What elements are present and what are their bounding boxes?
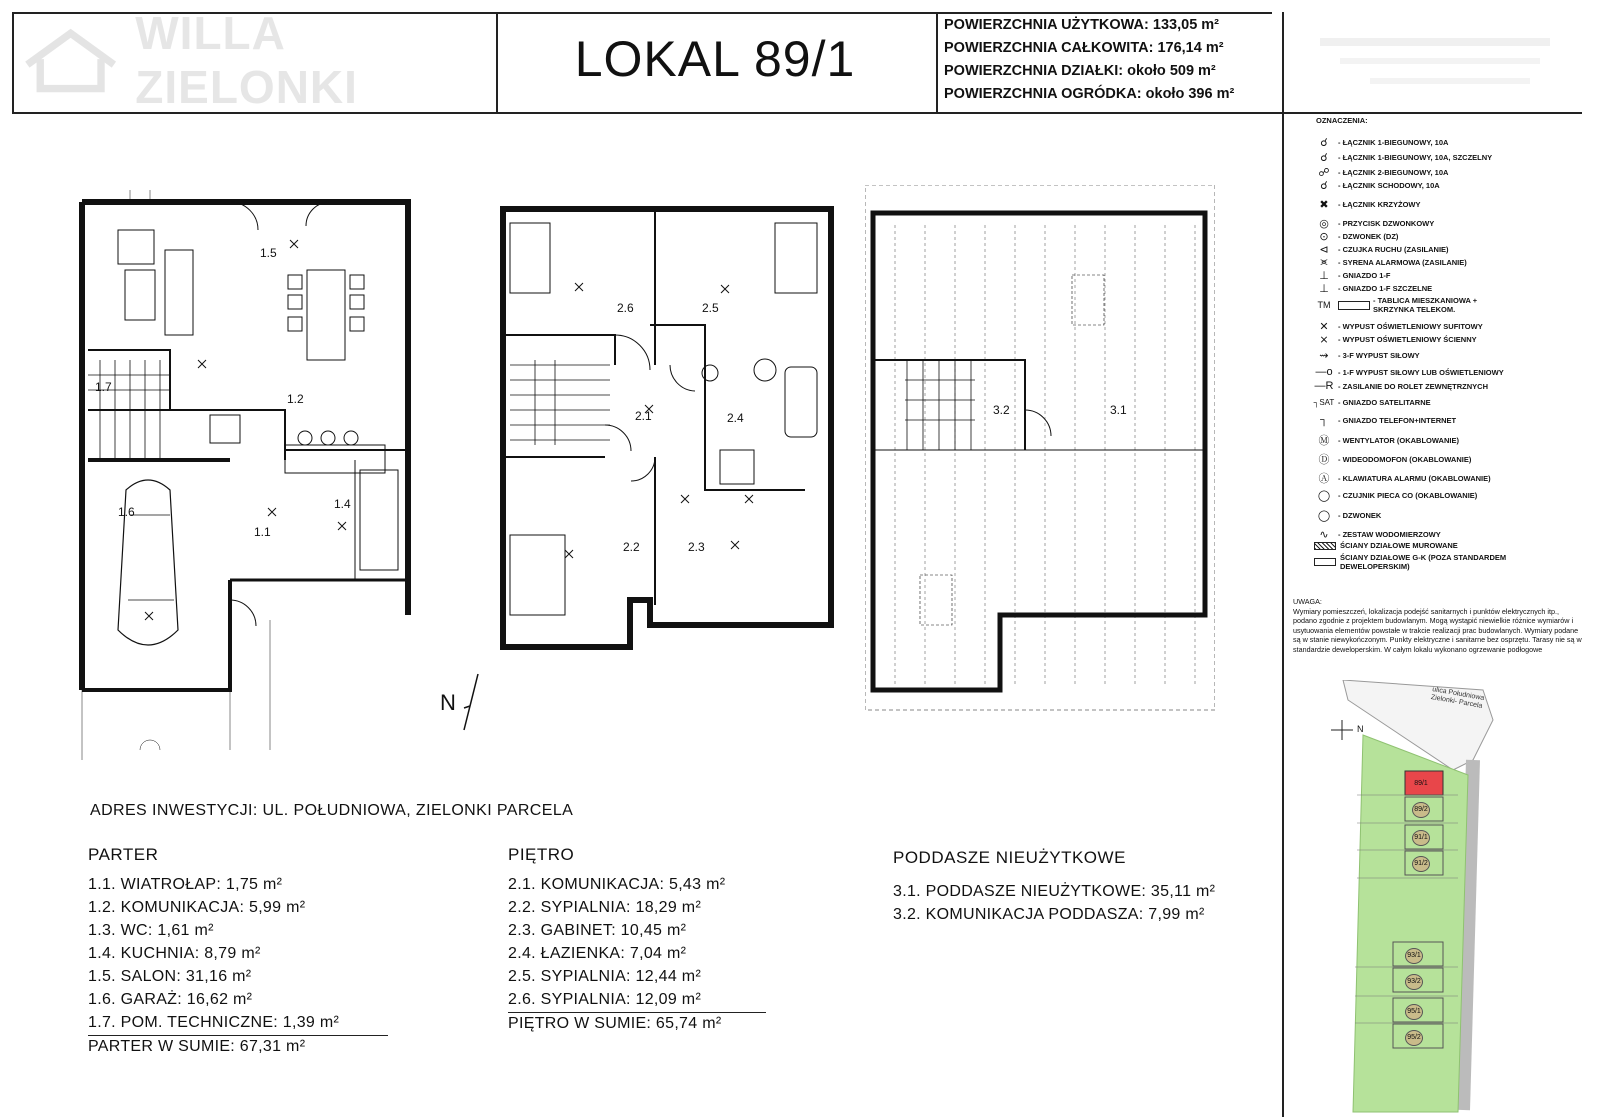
doorbell-dz-icon: ⊙ bbox=[1319, 231, 1329, 243]
attic-plan bbox=[865, 185, 1215, 725]
room-label-1-4: 1.4 bbox=[334, 497, 351, 511]
switch-2pole-icon: ☍ bbox=[1318, 167, 1330, 179]
socket-1f-sealed-icon: ⊥ bbox=[1319, 283, 1329, 295]
legend-item: TM - TABLICA MIESZKANIOWA + SKRZYNKA TELEKOM. bbox=[1310, 296, 1503, 314]
legend-item: ∿ - ZESTAW WODOMIERZOWY bbox=[1310, 528, 1441, 541]
list-item: 1.6. GARAŻ: 16,62 m² bbox=[88, 991, 253, 1008]
first-floor-drawing bbox=[495, 195, 845, 655]
parter-heading: PARTER bbox=[88, 845, 159, 864]
power-outlet-1f-icon: —o bbox=[1315, 366, 1333, 378]
legend-column-border bbox=[1282, 12, 1284, 1117]
logo-text: WILLA ZIELONKI bbox=[135, 7, 358, 113]
area-total: POWIERZCHNIA CAŁKOWITA: 176,14 m² bbox=[944, 40, 1224, 56]
room-label-2-4: 2.4 bbox=[727, 411, 744, 425]
list-item: 1.5. SALON: 31,16 m² bbox=[88, 968, 252, 985]
site-unit-95-2: 95/2 bbox=[1405, 1030, 1423, 1046]
poddasze-room-list bbox=[893, 880, 1273, 926]
masonry-wall-icon bbox=[1314, 542, 1336, 550]
logo bbox=[20, 7, 490, 113]
pietro-room-list bbox=[508, 873, 838, 1011]
header-divider-2 bbox=[936, 12, 938, 112]
list-item: 2.4. ŁAZIENKA: 7,04 m² bbox=[508, 945, 687, 962]
legend-item: ◯ - DZWONEK bbox=[1310, 509, 1381, 522]
area-garden: POWIERZCHNIA OGRÓDKA: około 396 m² bbox=[944, 86, 1235, 102]
site-unit-91-1: 91/1 bbox=[1412, 830, 1430, 846]
list-item: 2.6. SYPIALNIA: 12,09 m² bbox=[508, 991, 702, 1008]
area-summary bbox=[944, 14, 1274, 106]
header-left-border bbox=[12, 12, 14, 112]
site-plan-graphic bbox=[1293, 680, 1583, 1115]
ceiling-light-outlet-icon: ✕ bbox=[1319, 321, 1329, 333]
legend-item: ☌ - ŁĄCZNIK 1-BIEGUNOWY, 10A, SZCZELNY bbox=[1310, 151, 1492, 164]
corner-watermark bbox=[1290, 18, 1570, 108]
room-label-2-3: 2.3 bbox=[688, 540, 705, 554]
list-item: 2.1. KOMUNIKACJA: 5,43 m² bbox=[508, 876, 726, 893]
list-item: 2.3. GABINET: 10,45 m² bbox=[508, 922, 687, 939]
legend-item: Ⓜ - WENTYLATOR (OKABLOWANIE) bbox=[1310, 432, 1459, 448]
ground-floor-drawing bbox=[70, 160, 420, 760]
legend-item: Ⓐ - KLAWIATURA ALARMU (OKABLOWANIE) bbox=[1310, 470, 1491, 486]
poddasze-heading: PODDASZE NIEUŻYTKOWE bbox=[893, 848, 1126, 867]
legend-item: Ⓓ - WIDEODOMOFON (OKABLOWANIE) bbox=[1310, 451, 1471, 467]
legend-item: ⊥ - GNIAZDO 1-F bbox=[1310, 269, 1391, 282]
legend-item: ☍ - ŁĄCZNIK 2-BIEGUNOWY, 10A bbox=[1310, 166, 1448, 179]
legend-item: ŚCIANY DZIAŁOWE MUROWANE bbox=[1310, 541, 1458, 550]
legend-item: —R - ZASILANIE DO ROLET ZEWNĘTRZNYCH bbox=[1310, 380, 1488, 392]
list-item: 2.2. SYPIALNIA: 18,29 m² bbox=[508, 899, 702, 916]
pietro-divider bbox=[508, 1012, 766, 1013]
room-label-2-1: 2.1 bbox=[635, 409, 652, 423]
pietro-section bbox=[508, 845, 838, 1033]
water-meter-icon: ∿ bbox=[1319, 529, 1329, 541]
wall-light-outlet-icon: ⨯ bbox=[1319, 334, 1329, 346]
fan-icon: Ⓜ bbox=[1318, 435, 1330, 447]
room-label-2-6: 2.6 bbox=[617, 301, 634, 315]
co-sensor-icon: ◯ bbox=[1317, 490, 1331, 502]
room-label-2-2: 2.2 bbox=[623, 540, 640, 554]
list-item: 3.1. PODDASZE NIEUŻYTKOWE: 35,11 m² bbox=[893, 883, 1216, 900]
legend-item: ⊲ - CZUJKA RUCHU (ZASILANIE) bbox=[1310, 243, 1449, 256]
legend-item: ⨯ - WYPUST OŚWIETLENIOWY ŚCIENNY bbox=[1310, 333, 1477, 346]
ground-floor-plan bbox=[70, 160, 420, 760]
area-plot: POWIERZCHNIA DZIAŁKI: około 509 m² bbox=[944, 63, 1216, 79]
north-arrow-icon bbox=[460, 672, 484, 732]
room-label-1-5: 1.5 bbox=[260, 246, 277, 260]
doorbell-button-icon: ◎ bbox=[1319, 218, 1329, 230]
phone-internet-socket-icon: ┐ bbox=[1320, 414, 1328, 426]
first-floor-plan bbox=[495, 195, 845, 655]
site-unit-89-2: 89/2 bbox=[1412, 802, 1430, 818]
north-arrow bbox=[440, 690, 456, 716]
page-title: LOKAL 89/1 bbox=[574, 31, 856, 87]
parter-section bbox=[88, 845, 418, 1056]
switch-1pole-sealed-icon: ☌ bbox=[1320, 152, 1328, 164]
site-plan bbox=[1293, 680, 1583, 1115]
parter-room-list bbox=[88, 873, 418, 1034]
list-item: 3.2. KOMUNIKACJA PODDASZA: 7,99 m² bbox=[893, 906, 1205, 923]
list-item: 2.5. SYPIALNIA: 12,44 m² bbox=[508, 968, 702, 985]
room-label-3-2: 3.2 bbox=[993, 403, 1010, 417]
site-unit-93-1: 93/1 bbox=[1405, 948, 1423, 964]
list-item: 1.7. POM. TECHNICZNE: 1,39 m² bbox=[88, 1014, 340, 1031]
legend-item: ⪤ - SYRENA ALARMOWA (ZASILANIE) bbox=[1310, 256, 1467, 269]
attic-drawing bbox=[865, 185, 1215, 725]
legend-item: ☌ - ŁĄCZNIK 1-BIEGUNOWY, 10A bbox=[1310, 136, 1448, 149]
north-label: N bbox=[440, 690, 456, 715]
area-usable: POWIERZCHNIA UŻYTKOWA: 133,05 m² bbox=[944, 17, 1220, 33]
motion-sensor-icon: ⊲ bbox=[1319, 244, 1329, 256]
legend-title: OZNACZENIA: bbox=[1316, 116, 1368, 125]
room-label-1-7: 1.7 bbox=[95, 380, 112, 394]
legend-item: ✖ - ŁĄCZNIK KRZYŻOWY bbox=[1310, 198, 1421, 211]
cross-switch-icon: ✖ bbox=[1319, 199, 1329, 211]
room-label-1-2: 1.2 bbox=[287, 392, 304, 406]
parter-sum: PARTER W SUMIE: 67,31 m² bbox=[88, 1038, 306, 1055]
site-unit-95-1: 95/1 bbox=[1405, 1004, 1423, 1020]
site-north-label: N bbox=[1357, 724, 1364, 734]
legend-item: ┐ - GNIAZDO TELEFON+INTERNET bbox=[1310, 414, 1456, 426]
legend-item: —o - 1-F WYPUST SIŁOWY LUB OŚWIETLENIOWY bbox=[1310, 366, 1504, 378]
legend-item: ŚCIANY DZIAŁOWE G-K (POZA STANDARDEM DEWELOPERSKIM) bbox=[1310, 553, 1530, 571]
distribution-board-icon: TM bbox=[1317, 300, 1331, 310]
video-intercom-icon: Ⓓ bbox=[1318, 454, 1330, 466]
sat-socket-icon: ┐SAT bbox=[1313, 398, 1335, 407]
parter-divider bbox=[88, 1035, 388, 1036]
header-divider-1 bbox=[496, 12, 498, 112]
site-unit-93-2: 93/2 bbox=[1405, 974, 1423, 990]
room-label-3-1: 3.1 bbox=[1110, 403, 1127, 417]
room-label-1-1: 1.1 bbox=[254, 525, 271, 539]
pietro-sum: PIĘTRO W SUMIE: 65,74 m² bbox=[508, 1015, 722, 1032]
address: ADRES INWESTYCJI: UL. POŁUDNIOWA, ZIELONKI PARCELA bbox=[90, 802, 574, 819]
legend-item: ⊙ - DZWONEK (DZ) bbox=[1310, 230, 1398, 243]
legend-item: ⇝ - 3-F WYPUST SIŁOWY bbox=[1310, 349, 1420, 362]
note-text: Wymiary pomieszczeń, lokalizacja podejść sanitarnych i punktów elektrycznych itp., podano zgodnie z projektem budowlanym. Mogą wystąpić niewielkie różnice wymiarów i usytuowania elementów powstałe w trakcie realizacji prac budowlanych. Wymiary podane są w stanie niewykończonym. Punkty elektryczne i sanitarne bez osprzętu. Tarasy nie są w standardzie deweloperskim. W całym lokalu wykonano ogrzewanie podłogowe bbox=[1293, 606, 1582, 654]
power-outlet-3f-icon: ⇝ bbox=[1319, 350, 1329, 362]
poddasze-section bbox=[893, 848, 1273, 926]
site-street-label: ulica Południowa Zielonki- Parcela bbox=[1430, 686, 1485, 710]
socket-1f-icon: ⊥ bbox=[1319, 270, 1329, 282]
site-unit-89-1: 89/1 bbox=[1414, 780, 1428, 787]
note bbox=[1293, 597, 1583, 654]
legend-item: ◎ - PRZYCISK DZWONKOWY bbox=[1310, 217, 1434, 230]
drywall-icon bbox=[1314, 558, 1336, 566]
room-label-1-6: 1.6 bbox=[118, 505, 135, 519]
alarm-siren-icon: ⪤ bbox=[1320, 256, 1328, 268]
site-unit-91-2: 91/2 bbox=[1412, 856, 1430, 872]
legend-item: ⊥ - GNIAZDO 1-F SZCZELNE bbox=[1310, 282, 1432, 295]
blind-supply-icon: —R bbox=[1314, 380, 1334, 392]
stair-switch-icon: ☌ bbox=[1320, 180, 1328, 192]
switch-1pole-icon: ☌ bbox=[1320, 137, 1328, 149]
note-title: UWAGA: bbox=[1293, 597, 1322, 606]
legend-item: ☌ - ŁĄCZNIK SCHODOWY, 10A bbox=[1310, 179, 1440, 192]
corner-watermark-graphic bbox=[1290, 18, 1570, 108]
pietro-heading: PIĘTRO bbox=[508, 845, 575, 864]
legend-item: ✕ - WYPUST OŚWIETLENIOWY SUFITOWY bbox=[1310, 320, 1483, 333]
list-item: 1.1. WIATROŁAP: 1,75 m² bbox=[88, 876, 283, 893]
bell-icon: ◯ bbox=[1317, 510, 1331, 522]
list-item: 1.3. WC: 1,61 m² bbox=[88, 922, 214, 939]
list-item: 1.2. KOMUNIKACJA: 5,99 m² bbox=[88, 899, 306, 916]
alarm-keypad-icon: Ⓐ bbox=[1318, 473, 1330, 485]
legend-item: ┐SAT - GNIAZDO SATELITARNE bbox=[1310, 398, 1431, 407]
room-label-2-5: 2.5 bbox=[702, 301, 719, 315]
house-logo-icon bbox=[20, 25, 121, 95]
legend-item: ◯ - CZUJNIK PIECA CO (OKABLOWANIE) bbox=[1310, 489, 1477, 502]
list-item: 1.4. KUCHNIA: 8,79 m² bbox=[88, 945, 261, 962]
